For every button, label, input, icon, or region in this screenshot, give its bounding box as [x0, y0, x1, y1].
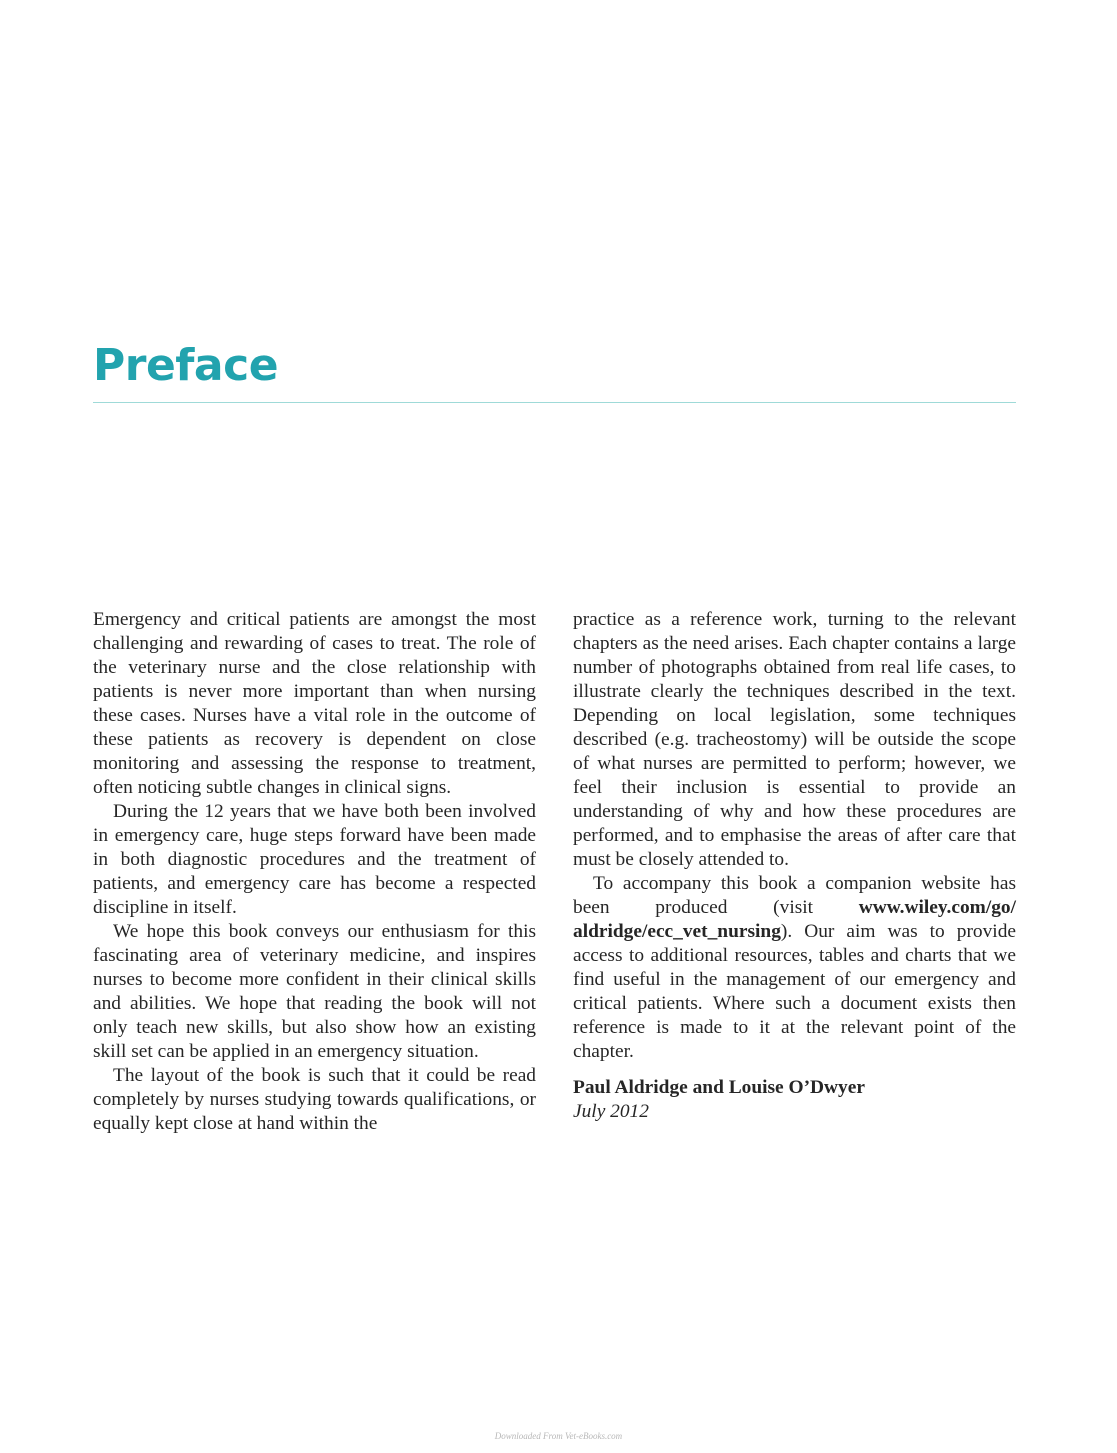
- paragraph: During the 12 years that we have both been involved in emergency care, huge steps forward have been made in both diagnostic procedures and the treatment of patients, and emergency care has become a respected discipline in itself.: [93, 801, 536, 918]
- left-column: [93, 608, 536, 1136]
- paragraph: Emergency and critical patients are amongst the most challenging and rewarding of cases to treat. The role of the veterinary nurse and the close relationship with patients is never more important than when nursing these cases. Nurses have a vital role in the outcome of these patients as recovery is dependent on close monitoring and assessing the response to treatment, often noticing subtle changes in clinical signs.: [93, 609, 536, 798]
- paragraph: practice as a reference work, turning to the relevant chapters as the need arises. Each chapter contains a large number of photographs obtained from real life cases, to illustrate clearly the techniques described in the text. Depending on local legislation, some techniques described (e.g. tracheostomy) will be outside the scope of what nurses are permitted to perform; however, we feel their inclusion is essential to provide an understanding of why and how these procedures are performed, and to emphasise the areas of after care that must be closely attended to.: [573, 609, 1016, 870]
- author-names: Paul Aldridge and Louise O’Dwyer: [573, 1077, 865, 1098]
- right-column: [573, 608, 1016, 1124]
- paragraph-text: To accompany this book a companion website has been produced (visit: [573, 873, 1016, 918]
- signature-date: July 2012: [573, 1101, 649, 1122]
- page-title: Preface: [93, 340, 279, 391]
- footer-watermark: Downloaded From Vet-eBooks.com: [494, 1431, 623, 1441]
- paragraph-text: ). Our aim was to provide access to additional resources, tables and charts that we find useful in the management of our emergency and critical patients. Where such a document exists then reference is made to it at the relevant point of the chapter.: [573, 921, 1016, 1062]
- paragraph: We hope this book conveys our enthusiasm for this fascinating area of veterinary medicine, and inspires nurses to become more confident in their clinical skills and abilities. We hope that reading the book will not only teach new skills, but also show how an existing skill set can be applied in an emergency situation.: [93, 921, 536, 1062]
- paragraph: The layout of the book is such that it could be read completely by nurses studying towards qualifications, or equally kept close at hand within the: [93, 1065, 536, 1134]
- signature-block: [573, 1076, 1016, 1124]
- title-divider: [93, 402, 1016, 403]
- paragraph-website: [573, 872, 1016, 1064]
- website-link[interactable]: www.wiley.com/go/ aldridge/ecc_vet_nursing: [573, 897, 1016, 942]
